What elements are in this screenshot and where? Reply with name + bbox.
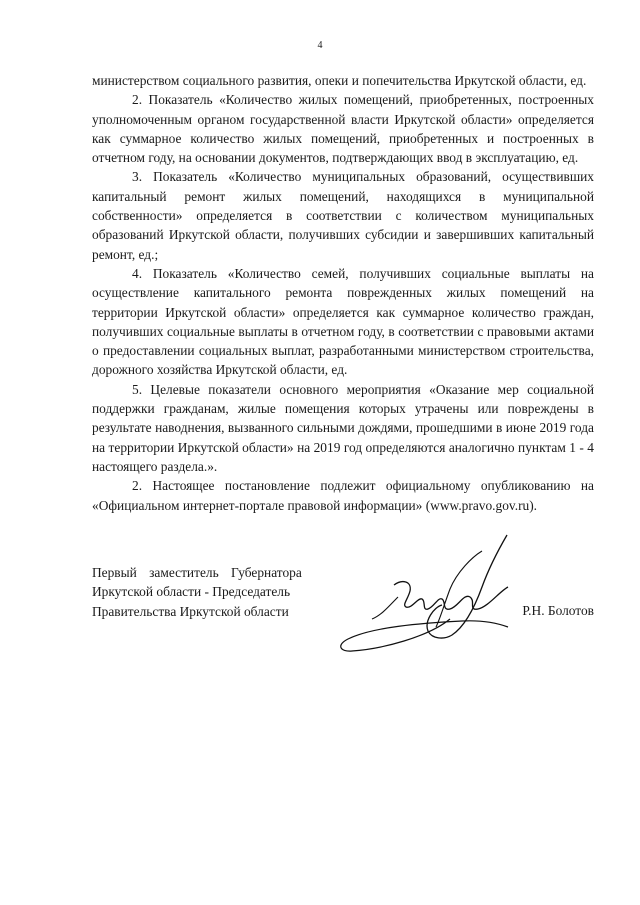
document-body bbox=[92, 71, 594, 515]
paragraph-indicator-2: 2. Показатель «Количество жилых помещений, приобретенных, построенных уполномоченным органом государственной власти Иркутской области» определяется как суммарное количество жилых помещений, приобретенных и построенных в отчетном году, на основании документов, подтверждающих ввод в эксплуатацию, ед. bbox=[92, 92, 594, 166]
signatory-position-line: Иркутской области - Председатель bbox=[92, 584, 291, 600]
signature-block bbox=[92, 563, 594, 653]
paragraph-indicator-3: 3. Показатель «Количество муниципальных образований, осуществивших капитальный ремонт жилых помещений, находящихся в муниципальной собственности» определяется в соответствии с количеством муниципальных образований Иркутской области, получивших субсидии и завершивших капитальный ремонт, ед.; bbox=[92, 169, 594, 262]
paragraph-publication: 2. Настоящее постановление подлежит официальному опубликованию на «Официальном интернет-портале правовой информации» (www.pravo.gov.ru). bbox=[92, 478, 594, 513]
paragraph-indicator-5: 5. Целевые показатели основного мероприятия «Оказание мер социальной поддержки гражданам, жилые помещения которых утрачены или повреждены в результате наводнения, вызванного сильными дождями, прошедшими в июне 2019 года на территории Иркутской области» на 2019 год определяются аналогично пунктам 1 - 4 настоящего раздела.». bbox=[92, 381, 594, 474]
signatory-position bbox=[92, 563, 302, 621]
page-number: 4 bbox=[317, 40, 323, 51]
paragraph-continuation: министерством социального развития, опеки и попечительства Иркутской области, ед. bbox=[92, 73, 587, 88]
signatory-name: Р.Н. Болотов bbox=[522, 603, 594, 618]
paragraph-indicator-4: 4. Показатель «Количество семей, получивших социальные выплаты на осуществление капитального ремонта поврежденных жилых помещений на территории Иркутской области» определяется как суммарное количество граждан, получивших социальные выплаты в отчетном году, в соответствии с правовыми актами о предоставлении социальных выплат, разработанными министерством строительства, дорожного хозяйства Иркутской области, ед. bbox=[92, 265, 594, 378]
signatory-position-line: Правительства Иркутской области bbox=[92, 603, 289, 619]
signatory-position-line: Первый заместитель Губернатора bbox=[92, 565, 302, 580]
